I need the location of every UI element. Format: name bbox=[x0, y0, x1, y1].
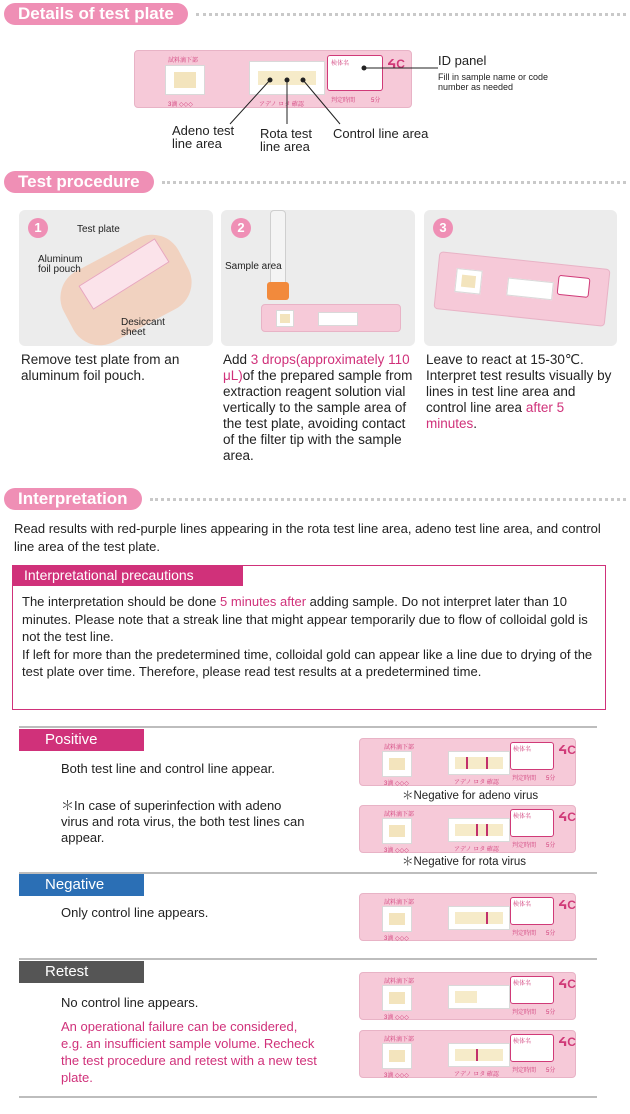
negative-description: Only control line appears. bbox=[61, 905, 209, 920]
step-1-text: Remove test plate from an aluminum foil pouch. bbox=[21, 352, 180, 383]
step-2-text bbox=[223, 352, 415, 464]
step-2-text-highlight: 3 drops(approximately 110 μL) bbox=[223, 352, 410, 383]
caption-negative-rota: ＊Negative for rota virus bbox=[402, 856, 526, 868]
retest-note: An operational failure can be considered, e.g. an insufficient sample volume. Recheck the test procedure and retest with a new test plate. bbox=[61, 1019, 317, 1085]
caption-negative-adeno: ＊Negative for adeno virus bbox=[402, 790, 539, 802]
divider bbox=[19, 958, 597, 960]
step-number: 2 bbox=[231, 218, 251, 238]
step-number: 3 bbox=[433, 218, 453, 238]
positive-description: Both test line and control line appear. bbox=[61, 761, 275, 776]
step-2-text-pre: Add bbox=[223, 352, 248, 367]
section-header-procedure bbox=[4, 171, 626, 193]
label-sample-area: Sample area bbox=[225, 261, 282, 272]
result-label-negative: Negative bbox=[19, 874, 144, 896]
drops-label: 3滴 ◇◇◇ bbox=[168, 102, 193, 108]
result-plate-negative: 試料滴下部 3滴 ◇◇◇ 検体名 判定時間 5分 ᔦC bbox=[359, 893, 576, 941]
filter-tip-icon bbox=[267, 282, 289, 300]
step-number: 1 bbox=[28, 218, 48, 238]
judge-time-label: 判定時間 bbox=[331, 98, 356, 104]
result-plate-positive-2: 試料滴下部 3滴 ◇◇◇ アデノ ロタ 確認 検体名 判定時間 5分 ᔦC bbox=[359, 805, 576, 853]
step-2-plate bbox=[261, 304, 401, 332]
step-3-plate bbox=[433, 251, 610, 327]
precaution-p2: If left for more than the predetermined time, colloidal gold can appear like a line due to drying of the test plate over time. Therefore, please read test results at a predetermined time. bbox=[22, 646, 593, 679]
step-3-image bbox=[424, 210, 617, 346]
result-label-positive: Positive bbox=[19, 729, 144, 751]
precaution-p1-pre: The interpretation should be done bbox=[22, 594, 217, 609]
label-desiccant: Desiccant sheet bbox=[121, 317, 165, 338]
id-panel-label: ID panel bbox=[438, 53, 487, 68]
step-3-text-post: . bbox=[473, 416, 478, 431]
adeno-area-label: Adeno test line area bbox=[172, 123, 235, 151]
precautions-title: Interpretational precautions bbox=[12, 565, 243, 586]
section-title: Interpretation bbox=[4, 488, 142, 510]
label-aluminum: Aluminum foil pouch bbox=[38, 254, 83, 275]
precaution-p1-post: adding sample. Do not interpret later than 10 minutes. Please note that a streak line that might appear temporarily due to flow of colloidal gold is not the test line. bbox=[22, 594, 588, 644]
control-area-label: Control line area bbox=[333, 126, 429, 141]
id-panel-note: Fill in sample name or code number as needed bbox=[438, 72, 549, 92]
logo-icon: ᔦC bbox=[387, 57, 405, 71]
step-3-text-pre: Leave to react at 15-30℃. Interpret test results visually by lines in test line area and control line area bbox=[426, 352, 612, 415]
section-header-interpretation bbox=[4, 488, 626, 510]
positive-note: ＊In case of superinfection with adeno virus and rota virus, the both test lines can appear. bbox=[61, 798, 305, 845]
label-test-plate: Test plate bbox=[77, 224, 120, 235]
id-title: 検体名 bbox=[331, 61, 350, 67]
result-label-retest: Retest bbox=[19, 961, 144, 983]
section-title: Details of test plate bbox=[4, 3, 188, 25]
result-plate-positive-1: 試料滴下部 3滴 ◇◇◇ アデノ ロタ 確認 検体名 判定時間 5分 ᔦC bbox=[359, 738, 576, 786]
divider bbox=[19, 726, 597, 728]
dotted-divider bbox=[150, 498, 626, 501]
precaution-p1-highlight: 5 minutes after bbox=[220, 594, 307, 609]
window-labels: アデノ ロタ 確認 bbox=[259, 102, 304, 108]
rota-area-label: Rota test line area bbox=[260, 126, 313, 154]
dropper-icon bbox=[270, 210, 286, 290]
step-3-text bbox=[426, 352, 618, 432]
section-title: Test procedure bbox=[4, 171, 154, 193]
dotted-divider bbox=[162, 181, 626, 184]
step-2-image bbox=[221, 210, 415, 346]
minutes-label: 5分 bbox=[371, 98, 381, 104]
divider bbox=[19, 1096, 597, 1098]
sample-drop-label: 試料滴下部 bbox=[168, 58, 199, 64]
interpretation-intro: Read results with red-purple lines appearing in the rota test line area, adeno test line area, and control line area of the test plate. bbox=[14, 521, 601, 554]
result-plate-retest-1: 試料滴下部 3滴 ◇◇◇ 検体名 判定時間 5分 ᔦC bbox=[359, 972, 576, 1020]
precautions-text bbox=[22, 593, 600, 681]
retest-description: No control line appears. bbox=[61, 995, 199, 1010]
step-3-text-highlight: after 5 minutes bbox=[426, 400, 565, 431]
step-1-image bbox=[19, 210, 213, 346]
step-2-text-post: of the prepared sample from extraction reagent solution vial vertically to the sample area of the test plate, avoiding contact of the filter tip with the sample area. bbox=[223, 368, 413, 463]
result-plate-retest-2: 試料滴下部 3滴 ◇◇◇ アデノ ロタ 確認 検体名 判定時間 5分 ᔦC bbox=[359, 1030, 576, 1078]
